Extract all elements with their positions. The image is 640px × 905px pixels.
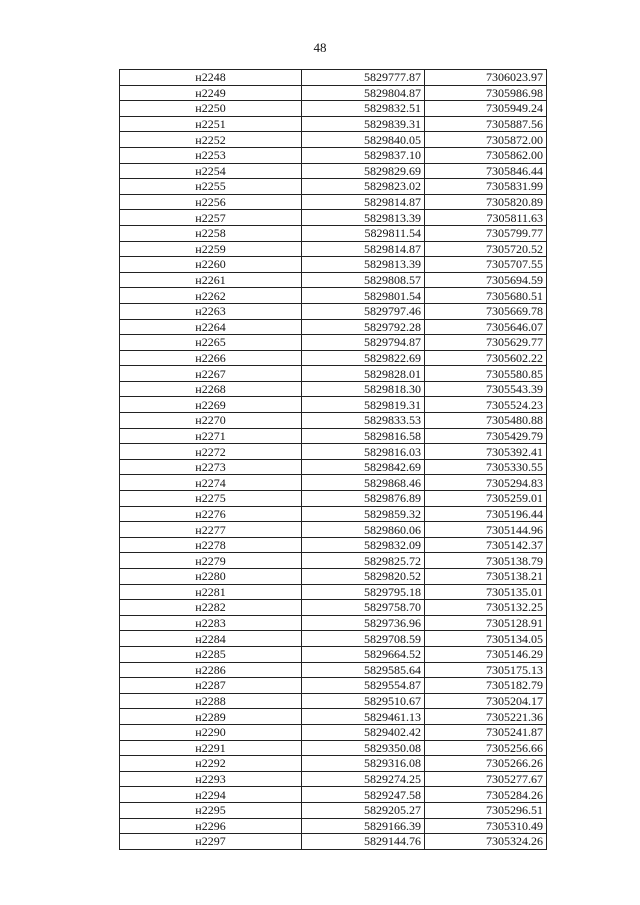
x-coordinate-cell: 5829840.05 (302, 132, 425, 148)
x-coordinate-cell: 5829804.87 (302, 85, 425, 101)
table-row (120, 194, 547, 210)
point-id-cell: н2288 (120, 693, 302, 709)
point-id-cell: н2278 (120, 537, 302, 553)
point-id-cell: н2279 (120, 553, 302, 569)
y-coordinate-cell: 7306023.97 (425, 70, 547, 86)
table-row (120, 257, 547, 273)
table-row (120, 724, 547, 740)
table-row (120, 818, 547, 834)
point-id-cell: н2277 (120, 522, 302, 538)
point-id-cell: н2248 (120, 70, 302, 86)
table-row (120, 771, 547, 787)
table-row (120, 116, 547, 132)
y-coordinate-cell: 7305720.52 (425, 241, 547, 257)
x-coordinate-cell: 5829868.46 (302, 475, 425, 491)
point-id-cell: н2296 (120, 818, 302, 834)
x-coordinate-cell: 5829808.57 (302, 272, 425, 288)
point-id-cell: н2293 (120, 771, 302, 787)
point-id-cell: н2258 (120, 225, 302, 241)
y-coordinate-cell: 7305221.36 (425, 709, 547, 725)
point-id-cell: н2280 (120, 569, 302, 585)
x-coordinate-cell: 5829832.09 (302, 537, 425, 553)
table-row (120, 787, 547, 803)
point-id-cell: н2267 (120, 366, 302, 382)
point-id-cell: н2266 (120, 350, 302, 366)
x-coordinate-cell: 5829461.13 (302, 709, 425, 725)
y-coordinate-cell: 7305196.44 (425, 506, 547, 522)
y-coordinate-cell: 7305259.01 (425, 491, 547, 507)
table-row (120, 834, 547, 850)
table-row (120, 662, 547, 678)
table-row (120, 350, 547, 366)
point-id-cell: н2250 (120, 101, 302, 117)
table-row (120, 70, 547, 86)
x-coordinate-cell: 5829801.54 (302, 288, 425, 304)
y-coordinate-cell: 7305480.88 (425, 413, 547, 429)
x-coordinate-cell: 5829758.70 (302, 600, 425, 616)
table-row (120, 147, 547, 163)
table-row (120, 678, 547, 694)
x-coordinate-cell: 5829350.08 (302, 740, 425, 756)
y-coordinate-cell: 7305175.13 (425, 662, 547, 678)
table-row (120, 85, 547, 101)
table-row (120, 459, 547, 475)
table-row (120, 740, 547, 756)
x-coordinate-cell: 5829316.08 (302, 756, 425, 772)
x-coordinate-cell: 5829833.53 (302, 413, 425, 429)
y-coordinate-cell: 7305646.07 (425, 319, 547, 335)
point-id-cell: н2276 (120, 506, 302, 522)
x-coordinate-cell: 5829859.32 (302, 506, 425, 522)
x-coordinate-cell: 5829818.30 (302, 381, 425, 397)
y-coordinate-cell: 7305543.39 (425, 381, 547, 397)
y-coordinate-cell: 7305799.77 (425, 225, 547, 241)
point-id-cell: н2263 (120, 303, 302, 319)
point-id-cell: н2260 (120, 257, 302, 273)
table-row (120, 615, 547, 631)
table-row (120, 646, 547, 662)
table-row (120, 225, 547, 241)
y-coordinate-cell: 7305846.44 (425, 163, 547, 179)
point-id-cell: н2254 (120, 163, 302, 179)
point-id-cell: н2281 (120, 584, 302, 600)
table-row (120, 553, 547, 569)
y-coordinate-cell: 7305144.96 (425, 522, 547, 538)
x-coordinate-cell: 5829664.52 (302, 646, 425, 662)
point-id-cell: н2252 (120, 132, 302, 148)
x-coordinate-cell: 5829816.03 (302, 444, 425, 460)
table-row (120, 631, 547, 647)
x-coordinate-cell: 5829792.28 (302, 319, 425, 335)
point-id-cell: н2283 (120, 615, 302, 631)
y-coordinate-cell: 7305204.17 (425, 693, 547, 709)
x-coordinate-cell: 5829837.10 (302, 147, 425, 163)
point-id-cell: н2284 (120, 631, 302, 647)
x-coordinate-cell: 5829820.52 (302, 569, 425, 585)
y-coordinate-cell: 7305872.00 (425, 132, 547, 148)
x-coordinate-cell: 5829247.58 (302, 787, 425, 803)
y-coordinate-cell: 7305986.98 (425, 85, 547, 101)
y-coordinate-cell: 7305142.37 (425, 537, 547, 553)
point-id-cell: н2269 (120, 397, 302, 413)
x-coordinate-cell: 5829842.69 (302, 459, 425, 475)
x-coordinate-cell: 5829585.64 (302, 662, 425, 678)
y-coordinate-cell: 7305132.25 (425, 600, 547, 616)
point-id-cell: н2251 (120, 116, 302, 132)
y-coordinate-cell: 7305134.05 (425, 631, 547, 647)
y-coordinate-cell: 7305128.91 (425, 615, 547, 631)
y-coordinate-cell: 7305862.00 (425, 147, 547, 163)
y-coordinate-cell: 7305324.26 (425, 834, 547, 850)
y-coordinate-cell: 7305629.77 (425, 335, 547, 351)
x-coordinate-cell: 5829144.76 (302, 834, 425, 850)
x-coordinate-cell: 5829166.39 (302, 818, 425, 834)
y-coordinate-cell: 7305284.26 (425, 787, 547, 803)
table-row (120, 756, 547, 772)
x-coordinate-cell: 5829828.01 (302, 366, 425, 382)
point-id-cell: н2255 (120, 179, 302, 195)
table-row (120, 600, 547, 616)
point-id-cell: н2273 (120, 459, 302, 475)
table-row (120, 584, 547, 600)
table-row (120, 475, 547, 491)
x-coordinate-cell: 5829795.18 (302, 584, 425, 600)
point-id-cell: н2291 (120, 740, 302, 756)
point-id-cell: н2287 (120, 678, 302, 694)
y-coordinate-cell: 7305669.78 (425, 303, 547, 319)
table-row (120, 366, 547, 382)
table-row (120, 537, 547, 553)
point-id-cell: н2262 (120, 288, 302, 304)
x-coordinate-cell: 5829876.89 (302, 491, 425, 507)
table-row (120, 569, 547, 585)
x-coordinate-cell: 5829708.59 (302, 631, 425, 647)
point-id-cell: н2257 (120, 210, 302, 226)
y-coordinate-cell: 7305429.79 (425, 428, 547, 444)
table-row (120, 241, 547, 257)
y-coordinate-cell: 7305256.66 (425, 740, 547, 756)
point-id-cell: н2256 (120, 194, 302, 210)
x-coordinate-cell: 5829814.87 (302, 194, 425, 210)
y-coordinate-cell: 7305707.55 (425, 257, 547, 273)
table-row (120, 335, 547, 351)
table-row (120, 693, 547, 709)
x-coordinate-cell: 5829811.54 (302, 225, 425, 241)
point-id-cell: н2289 (120, 709, 302, 725)
point-id-cell: н2249 (120, 85, 302, 101)
x-coordinate-cell: 5829819.31 (302, 397, 425, 413)
y-coordinate-cell: 7305241.87 (425, 724, 547, 740)
x-coordinate-cell: 5829814.87 (302, 241, 425, 257)
point-id-cell: н2294 (120, 787, 302, 803)
point-id-cell: н2253 (120, 147, 302, 163)
y-coordinate-cell: 7305294.83 (425, 475, 547, 491)
point-id-cell: н2297 (120, 834, 302, 850)
table-row (120, 272, 547, 288)
y-coordinate-cell: 7305694.59 (425, 272, 547, 288)
y-coordinate-cell: 7305524.23 (425, 397, 547, 413)
x-coordinate-cell: 5829860.06 (302, 522, 425, 538)
point-id-cell: н2285 (120, 646, 302, 662)
y-coordinate-cell: 7305392.41 (425, 444, 547, 460)
x-coordinate-cell: 5829510.67 (302, 693, 425, 709)
x-coordinate-cell: 5829736.96 (302, 615, 425, 631)
point-id-cell: н2265 (120, 335, 302, 351)
y-coordinate-cell: 7305182.79 (425, 678, 547, 694)
table-row (120, 288, 547, 304)
y-coordinate-cell: 7305811.63 (425, 210, 547, 226)
point-id-cell: н2295 (120, 802, 302, 818)
x-coordinate-cell: 5829832.51 (302, 101, 425, 117)
point-id-cell: н2274 (120, 475, 302, 491)
table-row (120, 319, 547, 335)
point-id-cell: н2271 (120, 428, 302, 444)
y-coordinate-cell: 7305277.67 (425, 771, 547, 787)
x-coordinate-cell: 5829402.42 (302, 724, 425, 740)
y-coordinate-cell: 7305330.55 (425, 459, 547, 475)
table-row (120, 163, 547, 179)
y-coordinate-cell: 7305135.01 (425, 584, 547, 600)
coordinates-table (119, 69, 547, 850)
y-coordinate-cell: 7305138.21 (425, 569, 547, 585)
x-coordinate-cell: 5829205.27 (302, 802, 425, 818)
table-row (120, 101, 547, 117)
table-row (120, 428, 547, 444)
coordinates-table-body (120, 70, 547, 850)
x-coordinate-cell: 5829816.58 (302, 428, 425, 444)
y-coordinate-cell: 7305310.49 (425, 818, 547, 834)
point-id-cell: н2275 (120, 491, 302, 507)
x-coordinate-cell: 5829797.46 (302, 303, 425, 319)
y-coordinate-cell: 7305266.26 (425, 756, 547, 772)
x-coordinate-cell: 5829825.72 (302, 553, 425, 569)
table-row (120, 413, 547, 429)
table-row (120, 444, 547, 460)
point-id-cell: н2261 (120, 272, 302, 288)
y-coordinate-cell: 7305820.89 (425, 194, 547, 210)
table-row (120, 303, 547, 319)
table-row (120, 381, 547, 397)
table-row (120, 709, 547, 725)
y-coordinate-cell: 7305949.24 (425, 101, 547, 117)
y-coordinate-cell: 7305296.51 (425, 802, 547, 818)
y-coordinate-cell: 7305680.51 (425, 288, 547, 304)
table-row (120, 132, 547, 148)
x-coordinate-cell: 5829554.87 (302, 678, 425, 694)
point-id-cell: н2270 (120, 413, 302, 429)
x-coordinate-cell: 5829777.87 (302, 70, 425, 86)
table-row (120, 802, 547, 818)
point-id-cell: н2292 (120, 756, 302, 772)
y-coordinate-cell: 7305887.56 (425, 116, 547, 132)
point-id-cell: н2282 (120, 600, 302, 616)
y-coordinate-cell: 7305831.99 (425, 179, 547, 195)
x-coordinate-cell: 5829813.39 (302, 257, 425, 273)
x-coordinate-cell: 5829813.39 (302, 210, 425, 226)
page-number: 48 (313, 40, 327, 55)
x-coordinate-cell: 5829794.87 (302, 335, 425, 351)
point-id-cell: н2259 (120, 241, 302, 257)
y-coordinate-cell: 7305138.79 (425, 553, 547, 569)
x-coordinate-cell: 5829839.31 (302, 116, 425, 132)
x-coordinate-cell: 5829822.69 (302, 350, 425, 366)
point-id-cell: н2264 (120, 319, 302, 335)
table-row (120, 397, 547, 413)
table-row (120, 506, 547, 522)
table-row (120, 210, 547, 226)
x-coordinate-cell: 5829829.69 (302, 163, 425, 179)
point-id-cell: н2290 (120, 724, 302, 740)
y-coordinate-cell: 7305580.85 (425, 366, 547, 382)
point-id-cell: н2272 (120, 444, 302, 460)
point-id-cell: н2268 (120, 381, 302, 397)
table-row (120, 179, 547, 195)
y-coordinate-cell: 7305146.29 (425, 646, 547, 662)
table-row (120, 491, 547, 507)
x-coordinate-cell: 5829274.25 (302, 771, 425, 787)
point-id-cell: н2286 (120, 662, 302, 678)
table-row (120, 522, 547, 538)
y-coordinate-cell: 7305602.22 (425, 350, 547, 366)
x-coordinate-cell: 5829823.02 (302, 179, 425, 195)
